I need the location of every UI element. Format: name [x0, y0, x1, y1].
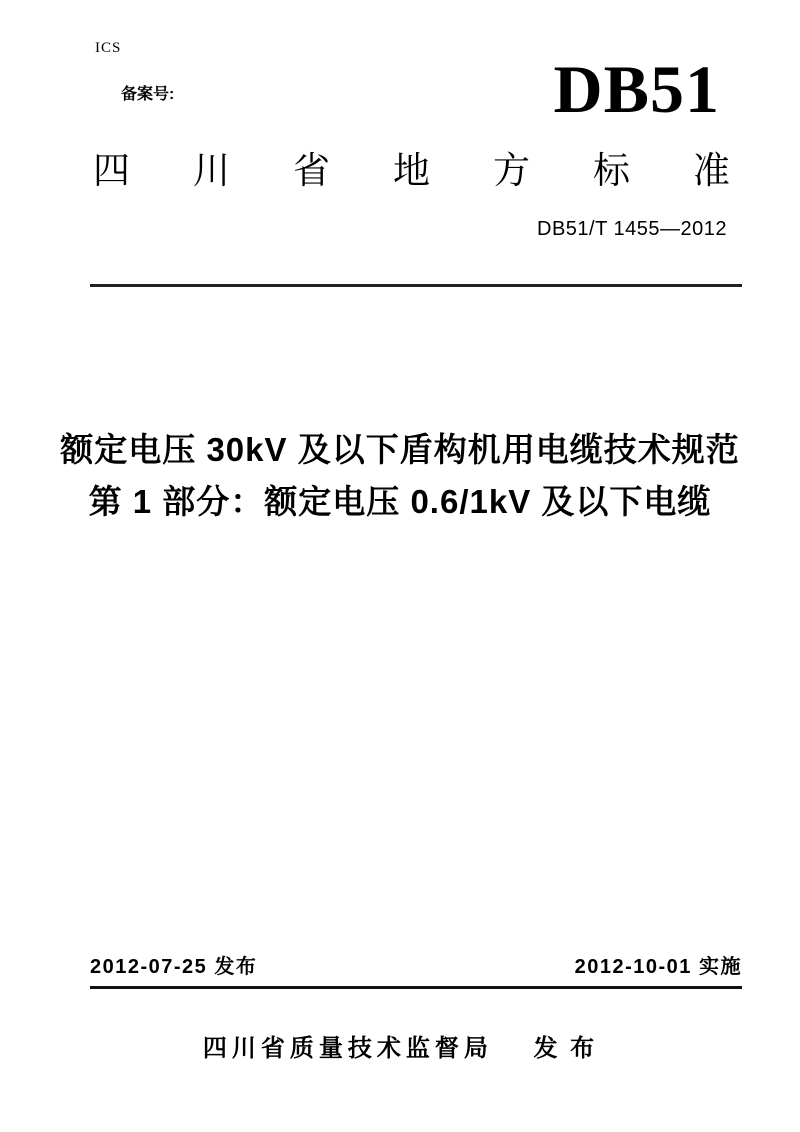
footer-dates-row	[90, 950, 742, 989]
header-rule	[90, 284, 742, 287]
document-title	[0, 424, 800, 528]
issue-date: 2012-07-25 发布	[90, 956, 258, 978]
document-title-line-2: 第 1 部分：额定电压 0.6/1kV 及以下电缆	[88, 483, 712, 520]
ics-label: ICS	[95, 40, 122, 56]
publisher-row	[0, 1028, 800, 1063]
publisher-name: 四川省质量技术监督局	[202, 1035, 493, 1062]
implementation-date: 2012-10-01 实施	[574, 956, 742, 978]
document-title-line-1: 额定电压 30kV 及以下盾构机用电缆技术规范	[60, 431, 740, 468]
standard-name-heading: 四川省地方标准	[93, 150, 793, 191]
publish-action-label: 发 布	[533, 1035, 598, 1062]
db51-logo: DB51	[553, 51, 720, 127]
record-number-label: 备案号:	[121, 86, 175, 103]
standard-code: DB51/T 1455—2012	[537, 218, 727, 240]
